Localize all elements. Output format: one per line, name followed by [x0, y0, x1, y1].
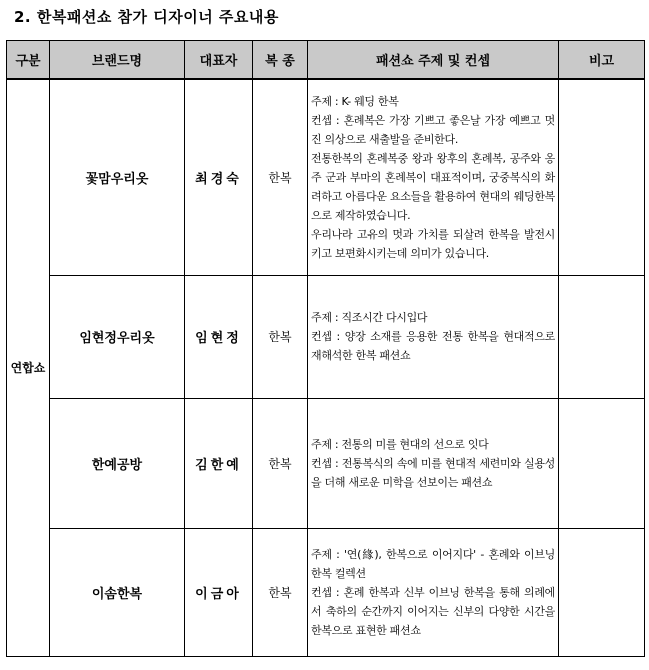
header-concept: 패션쇼 주제 및 컨셉 [308, 41, 559, 80]
clothing-type: 한복 [253, 79, 308, 275]
note-cell [559, 398, 645, 528]
header-category: 구분 [7, 41, 50, 80]
category-cell: 연합쇼 [7, 79, 50, 656]
table-row [7, 528, 645, 656]
concept-line: 컨셉 : 혼례복은 가장 기쁘고 좋은날 가장 예쁘고 멋진 의상으로 새출발을 준비한다. [311, 113, 555, 146]
concept-line: 컨셉 : 전통복식의 속에 미를 현대적 세련미와 실용성을 더해 새로운 미학을 선보이는 패션쇼 [311, 456, 555, 489]
note-cell [559, 275, 645, 398]
concept-cell [308, 79, 559, 275]
concept-line: 컨셉 : 혼례 한복과 신부 이브닝 한복을 통해 의례에서 축하의 순간까지 이어지는 신부의 다양한 시간을 한복으로 표현한 패션쇼 [311, 585, 555, 637]
representative-name: 최경숙 [185, 79, 253, 275]
clothing-type: 한복 [253, 398, 308, 528]
brand-name: 한예공방 [50, 398, 185, 528]
brand-name: 이솜한복 [50, 528, 185, 656]
header-row [7, 41, 645, 80]
concept-line: 주제 : 직조시간 다시입다 [311, 311, 428, 324]
header-note: 비고 [559, 41, 645, 80]
concept-line: 우리나라 고유의 멋과 가치를 되살려 한복을 발전시키고 보편화시키는데 의미가 있습니다. [311, 227, 555, 260]
page-title: 2. 한복패션쇼 참가 디자이너 주요내용 [14, 8, 279, 26]
table-row [7, 79, 645, 275]
header-type: 복 종 [253, 41, 308, 80]
representative-name: 김한예 [185, 398, 253, 528]
table-row [7, 275, 645, 398]
brand-name: 임현정우리옷 [50, 275, 185, 398]
clothing-type: 한복 [253, 275, 308, 398]
concept-cell [308, 398, 559, 528]
concept-line: 컨셉 : 양장 소재를 응용한 전통 한복을 현대적으로 재해석한 한복 패션쇼 [311, 330, 555, 362]
representative-name: 이금아 [185, 528, 253, 656]
note-cell [559, 528, 645, 656]
header-representative: 대표자 [185, 41, 253, 80]
note-cell [559, 79, 645, 275]
designer-table [6, 40, 645, 657]
concept-cell [308, 275, 559, 398]
representative-name: 임현정 [185, 275, 253, 398]
brand-name: 꽃맘우리옷 [50, 79, 185, 275]
header-brand: 브랜드명 [50, 41, 185, 80]
concept-line: 주제 : 전통의 미를 현대의 선으로 잇다 [311, 437, 489, 451]
clothing-type: 한복 [253, 528, 308, 656]
concept-line: 주제 : '연(緣), 한복으로 이어지다' - 혼례와 이브닝 한복 컬렉션 [311, 547, 555, 580]
concept-line: 주제 : K- 웨딩 한복 [311, 94, 399, 108]
table-row [7, 398, 645, 528]
concept-cell [308, 528, 559, 656]
concept-line: 전통한복의 혼례복중 왕과 왕후의 혼례복, 공주와 옹주 군과 부마의 혼례복이 대표적이며, 궁중복식의 화려하고 아름다운 요소들을 활용하여 현대의 웨딩한복으로 제작하였습니다. [311, 151, 555, 222]
